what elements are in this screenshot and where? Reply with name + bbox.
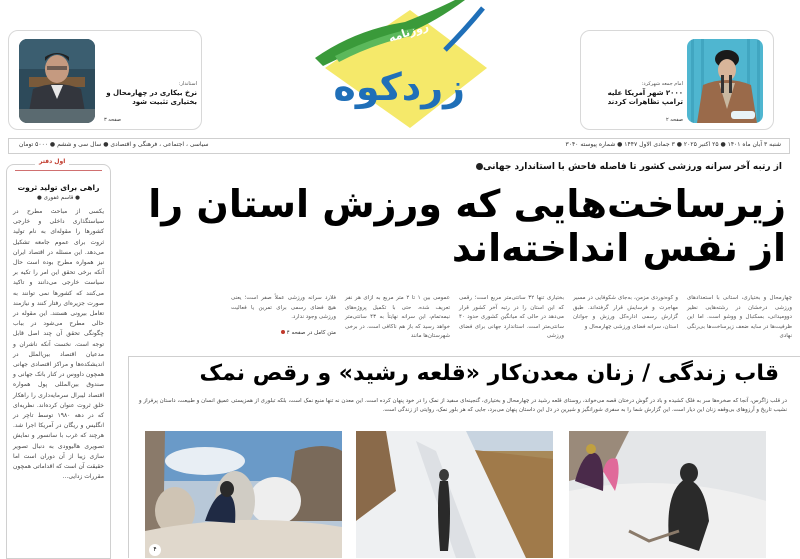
teaser-page: صفحه ۳: [104, 117, 121, 123]
teaser-title[interactable]: ۲۰۰۰ شهر آمریکا علیه ترامپ تظاهرات کردند: [607, 89, 683, 106]
editorial-divider: [15, 170, 102, 171]
issue-date-info: شنبه ۳ آبان ماه ۱۴۰۱ ● ۲۵ اکتبر ۲۰۲۵ ● ۳ جمادی الاول ۱۴۴۷ ● شماره پیوسته ۳۰۴۰: [565, 141, 781, 148]
feature-photo-2[interactable]: [356, 431, 553, 558]
story-column-2: و کوه‌نوردی مزمن، به‌جای شکوفایی در مسیر مهاجرت و فرسایش قرار گرفته‌اند. طبق گزارش رسمی اداره‌کل ورزش و جوانان استان، سرانه فضای ورزشی چهارمحال و: [573, 295, 678, 330]
teaser-kicker: امام جمعه شهرکرد:: [641, 81, 683, 87]
red-bullet-icon: [281, 330, 285, 334]
editorial-tag: اول دفتر: [35, 158, 69, 165]
feature-title[interactable]: قاب زندگی / زنان معدن‌کار «قلعه رشید» و رقص نمک: [199, 361, 779, 386]
page-badge: ۴: [149, 544, 161, 556]
logo-main-text: زردکوه: [333, 65, 465, 109]
photo-official: [19, 39, 95, 123]
teaser-right[interactable]: [580, 30, 774, 130]
continued-text: متن کامل در صفحه ۴: [286, 329, 336, 336]
photo-cleric: [687, 39, 763, 123]
teaser-page: صفحه ۲: [666, 117, 683, 123]
teaser-title[interactable]: نرخ بیکاری در چهارمحال و بختیاری تثبیت شود: [106, 89, 197, 106]
teaser-kicker: استاندار:: [178, 81, 197, 87]
logo-graphic: [315, 0, 490, 135]
editorial-title[interactable]: راهی برای تولید ثروت: [17, 183, 100, 192]
editorial-body: یکسی از مباحث مطرح در سیاستگذاری داخلی و خارجی کشورها را مقوله‌ای به نام تولید ثروت برای عموم جامعه تشکیل می‌دهد. این مسئله در اقتصاد ایران نیز همواره مطرح بوده است حال آنکه برخی تحقق این امر را تکیه بر سیاست خارجی می‌دانند و تاکید می‌کنند که کشورها نمی توانند به صورت جزیره‌ای رفتار کنند و نیازمند تعامل بیرونی هستند. این مقوله در حالی مطرح می‌شود در بباب چگونگی تحقق آن چند اصل قابل توجه است. نخست آنکه ناشران و مدعیان اقتصاد بین‌الملل در اندیشکده‌ها و مراکز اقتصادی جهانی همچون داووس در کنار بانک جهانی و صندوق بین‌المللی پول همواره اقتصاد لیبرال سرمایه‌داری را راهکار خلق ثروت عنوان کرده‌اند. نظریه‌ای که در دهه ۱۹۸۰ توسط تاچر در انگلیس و ریگان در آمریکا اجرا شد. هرچند که غرب با سانسور و نمایش تصویری هالیوودی به دنبال تصویر سازی زیبا از آن دوران است اما حقیقت آن است که اقداماتی همچون مقررات زدایی...: [13, 208, 104, 481]
main-kicker-text: از رتبه آخر سرانه ورزشی کشور تا فاصله فاحش با استاندارد جهانی: [483, 162, 782, 172]
main-story-columns: [128, 294, 798, 344]
photo-feature-box[interactable]: [128, 356, 800, 558]
editorial-column[interactable]: [6, 158, 111, 559]
bullet-icon: [476, 163, 483, 170]
story-column-4: عمومی بین ۱ تا ۲ متر مربع به ازای هر نفر تعریف شده. حتی با تکمیل پروژه‌های نیمه‌تمام، این سرانه نهایتاً به ۴۳ سانتی‌متر خواهد رسید که باز هم ناکافی است. در برخی شهرستان‌ها مانند: [345, 295, 450, 339]
teaser-left[interactable]: [8, 30, 202, 130]
story-column-5: [231, 294, 336, 338]
issue-info-bar: [8, 138, 790, 154]
feature-photo-1[interactable]: [145, 431, 342, 558]
feature-photo-3[interactable]: [569, 431, 766, 558]
masthead-logo[interactable]: [315, 0, 490, 135]
logo-small-text: روزنامه: [386, 19, 431, 45]
story-column-3: بختیاری تنها ۳۲ سانتی‌متر مربع است؛ رقمی که این استان را در رتبه آخر کشور قرار می‌دهد در حالی که میانگین کشوری حدود ۴۰ سانتی‌متر است. استاندارد جهانی برای فضای ورزشی: [459, 295, 564, 339]
main-story-kicker: [472, 162, 782, 172]
feature-lead: در قلب زاگرس، آنجا که صخره‌ها سر به فلک کشیده و باد در گوش درختان قصه می‌خواند، روستای قلعه رشید در چهارمحال و بختیاری، گنجینه‌ای سفید از نمک را در خود پنهان کرده است. این معدن نه تنها منبع نمک است، بلکه تبلوری از همزیستی عمیق انسان و طبیعت، داستان پرفراز و نشیب تاریخ و آرزوهای بی‌وقفه زنان این دیار است. این گزارش شما را به سفری شورانگیز و شیرین در دل این داستان پنهان می‌برد، جایی که هر بلور نمک، روایتی از زندگی است.: [139, 398, 787, 413]
continued-link[interactable]: [231, 329, 336, 339]
issue-category-info: سیاسی ، اجتماعی ، فرهنگی و اقتصادی ● سال سی و ششم ● ۵۰۰۰ تومان: [19, 141, 209, 148]
story-column-1: چهارمحال و بختیاری، استانی با استعدادهای ورزشی درخشان در رشته‌هایی نظیر دوومیدانی، بسکتبال و ووشو است. اما این ظرفیت‌ها در سایه ضعف زیرساخت‌ها بی‌رنگی نهادی: [687, 295, 792, 339]
editorial-author: ● قاسم غفوری ●: [37, 195, 80, 201]
story-column-5-text: فلارد سرانه ورزشی عملاً صفر است؛ یعنی هیچ فضای رسمی برای تمرین یا فعالیت ورزشی وجود ندارد.: [231, 295, 336, 320]
main-headline[interactable]: زیرساخت‌هایی که ورزش استان را از نفس انداخته‌اند: [148, 182, 786, 270]
